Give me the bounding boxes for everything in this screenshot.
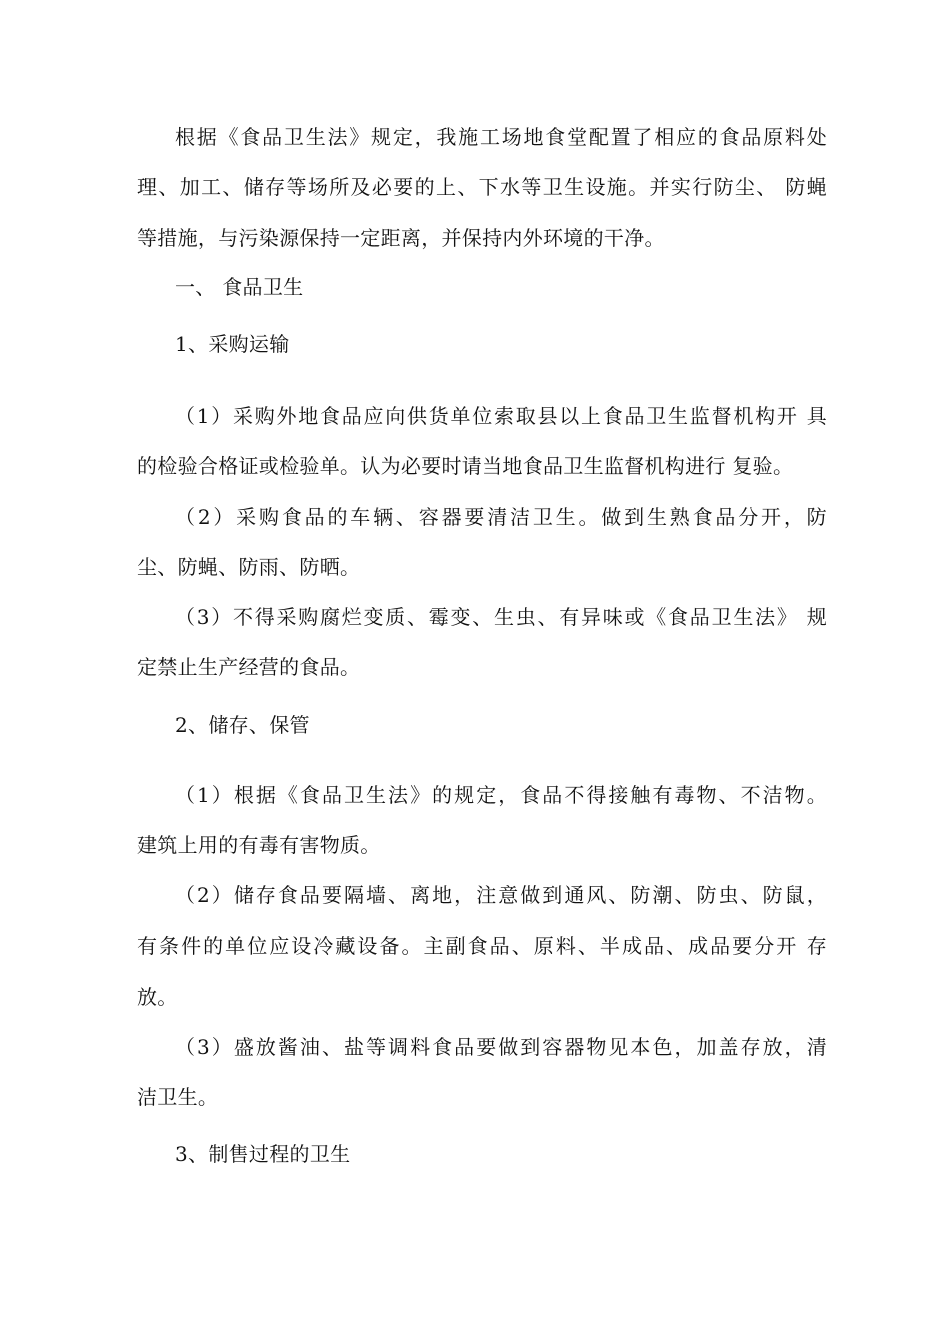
procurement-item-1-line-1: （1）采购外地食品应向供货单位索取县以上食品卫生监督机构开 具	[175, 404, 827, 428]
subheading-production-sales-hygiene: 3、制售过程的卫生	[175, 1142, 351, 1166]
intro-paragraph-line-2: 理、加工、储存等场所及必要的上、下水等卫生设施。并实行防尘、 防蝇	[137, 175, 827, 199]
storage-item-2-line-1: （2）储存食品要隔墙、离地，注意做到通风、防潮、防虫、防鼠，	[175, 883, 827, 907]
procurement-item-2-line-2: 尘、防蝇、防雨、防晒。	[137, 555, 361, 579]
storage-item-2-line-3: 放。	[137, 985, 178, 1009]
storage-item-2-line-2: 有条件的单位应设冷藏设备。主副食品、原料、半成品、成品要分开 存	[137, 934, 827, 958]
section-heading-food-hygiene: 一、 食品卫生	[175, 275, 304, 299]
procurement-item-3-line-2: 定禁止生产经营的食品。	[137, 655, 361, 679]
storage-item-3-line-1: （3）盛放酱油、盐等调料食品要做到容器物见本色，加盖存放，清	[175, 1035, 827, 1059]
subheading-procurement-transport: 1、采购运输	[175, 332, 290, 356]
subheading-storage-custody: 2、储存、保管	[175, 713, 310, 737]
intro-paragraph-line-3: 等措施，与污染源保持一定距离，并保持内外环境的干净。	[137, 226, 665, 250]
intro-paragraph-line-1: 根据《食品卫生法》规定，我施工场地食堂配置了相应的食品原料处	[175, 125, 827, 149]
storage-item-1-line-2: 建筑上用的有毒有害物质。	[137, 833, 381, 857]
procurement-item-3-line-1: （3）不得采购腐烂变质、霉变、生虫、有异味或《食品卫生法》 规	[175, 605, 827, 629]
storage-item-1-line-1: （1）根据《食品卫生法》的规定，食品不得接触有毒物、不洁物。	[175, 783, 827, 807]
procurement-item-1-line-2: 的检验合格证或检验单。认为必要时请当地食品卫生监督机构进行 复验。	[137, 454, 794, 478]
procurement-item-2-line-1: （2）采购食品的车辆、容器要清洁卫生。做到生熟食品分开，防	[175, 505, 827, 529]
storage-item-3-line-2: 洁卫生。	[137, 1085, 219, 1109]
